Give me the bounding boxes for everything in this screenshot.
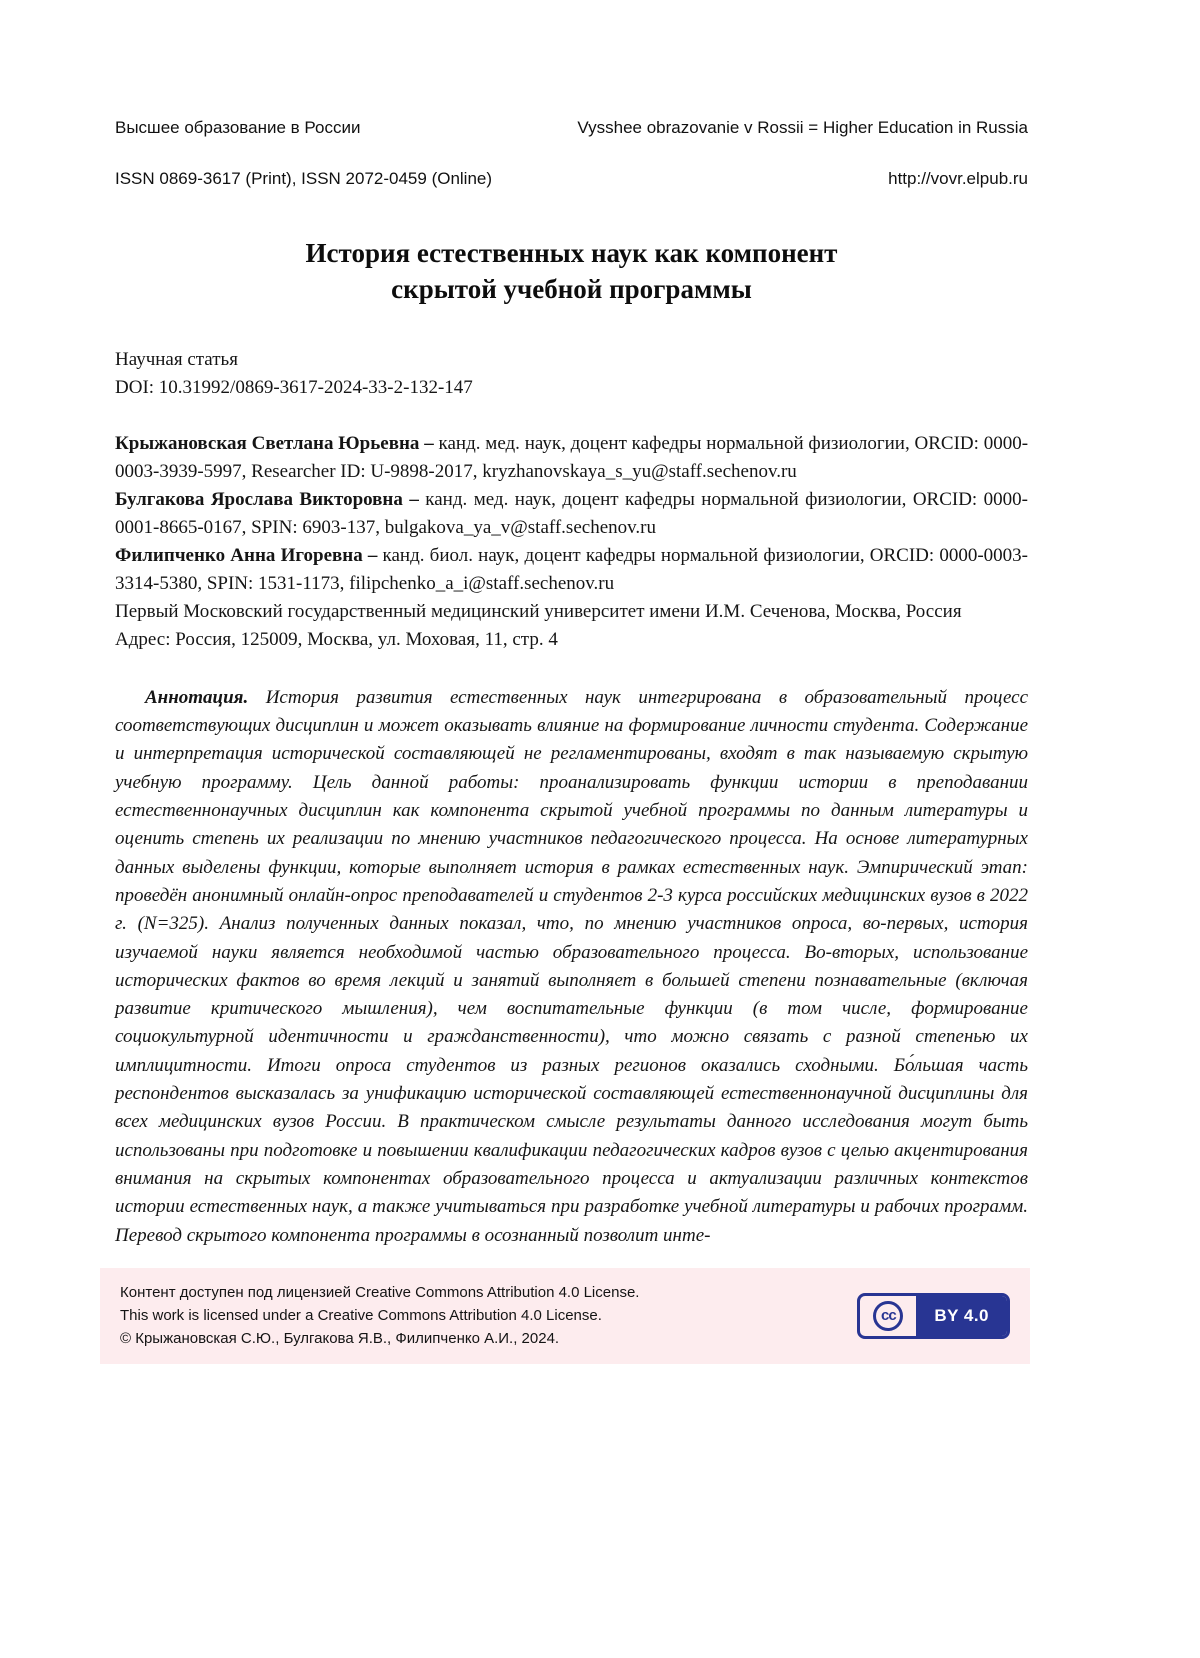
journal-title-en: Vysshee obrazovanie v Rossii = Higher Education in Russia <box>577 118 1028 137</box>
cc-by-badge[interactable] <box>857 1293 1010 1339</box>
author-details: канд. мед. наук, доцент кафедры нормальной физиологии, ORCID: 0000-0001-8665-0167, SPIN: 6903-137, bulgakova_ya_v@staff.sechenov.ru <box>115 488 1028 538</box>
cc-logo-icon: cc <box>860 1296 916 1336</box>
abstract-text: История развития естественных наук интегрирована в образовательный процесс соответствующих дисциплин и может оказывать влияние на формирование личности студента. Содержание и интерпретация исторической составляющей не регламентированы, входят в так называемую скрытую учебную программу. Цель данной работы: проанализировать функции истории в преподавании естественнонаучных дисциплин как компонента скрытой учебной программы по данным литературы и оценить степень их реализации по мнению участников педагогического процесса. На основе литературных данных выделены функции, которые выполняет история в рамках естественных наук. Эмпирический этап: проведён анонимный онлайн-опрос преподавателей и студентов 2-3 курса российских медицинских вузов в 2022 г. (N=325). Анализ полученных данных показал, что, по мнению участников опроса, во-первых, история изучаемой науки является необходимой частью образовательного процесса. Во-вторых, использование исторических фактов во время лекций и занятий выполняет в большей степени познавательные (включая развитие критического мышления), чем воспитательные функции (в том числе, формирование социокультурной идентичности и гражданственности), что можно связать с разной степенью их имплицитности. Итоги опроса студентов из разных регионов оказались сходными. Бо́льшая часть респондентов высказалась за унификацию исторической составляющей естественнонаучной дисциплины для всех медицинских вузов России. В практическом смысле результаты данного исследования могут быть использованы при подготовке и повышении квалификации педагогических кадров вузов с целью акцентирования внимания на скрытых компонентах образовательного процесса и актуализации различных контекстов истории естественных наук, а также учитываться при разработке учебной литературы и рабочих программ. Перевод скрытого компонента программы в осознанный позволит инте- <box>115 686 1028 1246</box>
copyright-line: © Крыжановская С.Ю., Булгакова Я.В., Филипченко А.И., 2024. <box>120 1330 560 1348</box>
journal-title-ru: Высшее образование в России <box>115 118 361 137</box>
article-doi: DOI: 10.31992/0869-3617-2024-33-2-132-147 <box>115 376 473 398</box>
license-box <box>100 1268 1030 1364</box>
license-lines <box>120 1281 857 1351</box>
author-name: Филипченко Анна Игоревна – <box>115 544 378 566</box>
author-entry <box>115 430 1028 486</box>
cc-by-label: BY 4.0 <box>916 1296 1007 1336</box>
article-meta <box>115 346 1028 402</box>
article-type: Научная статья <box>115 348 238 370</box>
journal-site-link[interactable]: http://vovr.elpub.ru <box>888 169 1028 188</box>
journal-header <box>115 118 1028 189</box>
author-details: канд. биол. наук, доцент кафедры нормальной физиологии, ORCID: 0000-0003-3314-5380, SPIN: 1531-1173, filipchenko_a_i@staff.sechenov.ru <box>115 544 1028 594</box>
license-line-en: This work is licensed under a Creative Commons Attribution 4.0 License. <box>120 1307 602 1325</box>
affiliation: Первый Московский государственный медицинский университет имени И.М. Сеченова, Москва, Россия <box>115 600 962 622</box>
author-name: Крыжановская Светлана Юрьевна – <box>115 432 434 454</box>
article-title <box>115 235 1028 308</box>
authors-block <box>115 430 1028 654</box>
abstract-label: Аннотация. <box>145 686 249 708</box>
address: Адрес: Россия, 125009, Москва, ул. Моховая, 11, стр. 4 <box>115 628 558 650</box>
author-name: Булгакова Ярослава Викторовна – <box>115 488 419 510</box>
abstract <box>115 684 1028 1250</box>
author-entry <box>115 542 1028 598</box>
article-title-line2: скрытой учебной программы <box>391 274 752 305</box>
author-details: канд. мед. наук, доцент кафедры нормальной физиологии, ORCID: 0000-0003-3939-5997, Researcher ID: U-9898-2017, kryzhanovskaya_s_yu@staff.sechenov.ru <box>115 432 1029 482</box>
author-entry <box>115 486 1028 542</box>
license-line-ru: Контент доступен под лицензией Creative Commons Attribution 4.0 License. <box>120 1283 640 1301</box>
article-title-line1: История естественных наук как компонент <box>305 238 838 268</box>
journal-issn: ISSN 0869-3617 (Print), ISSN 2072-0459 (Online) <box>115 169 493 188</box>
